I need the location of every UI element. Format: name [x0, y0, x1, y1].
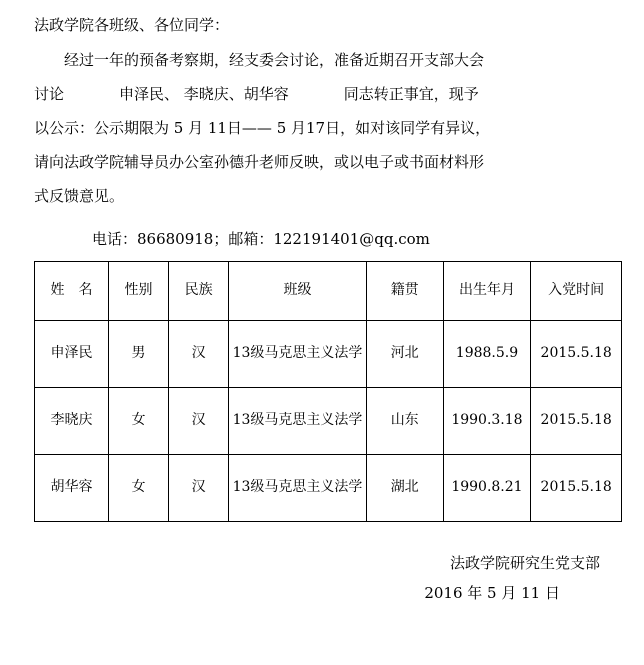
cell-name: 李晓庆 — [35, 387, 109, 454]
cell-class: 13级马克思主义法学 — [229, 387, 367, 454]
cell-join-date: 2015.5.18 — [531, 387, 622, 454]
column-header-join-date: 入党时间 — [531, 261, 622, 320]
cell-gender: 女 — [108, 387, 168, 454]
cell-birth: 1990.8.21 — [443, 454, 531, 521]
column-header-name: 姓 名 — [35, 261, 109, 320]
column-header-birth: 出生年月 — [443, 261, 531, 320]
cell-join-date: 2015.5.18 — [531, 320, 622, 387]
paragraph-line-1: 经过一年的预备考察期，经支委会讨论，准备近期召开支部大会 — [64, 50, 485, 69]
cell-origin: 湖北 — [366, 454, 443, 521]
column-header-origin: 籍贯 — [366, 261, 443, 320]
cell-class: 13级马克思主义法学 — [229, 454, 367, 521]
column-header-ethnicity: 民族 — [169, 261, 229, 320]
cell-join-date: 2015.5.18 — [531, 454, 622, 521]
cell-origin: 河北 — [366, 320, 443, 387]
cell-ethnicity: 汉 — [169, 320, 229, 387]
cell-ethnicity: 汉 — [169, 454, 229, 521]
column-header-class: 班级 — [229, 261, 367, 320]
table-row — [35, 454, 622, 521]
cell-birth: 1990.3.18 — [443, 387, 531, 454]
salutation: 法政学院各班级、各位同学： — [34, 16, 230, 34]
signature-block — [34, 548, 622, 608]
cell-ethnicity: 汉 — [169, 387, 229, 454]
table-header-row — [35, 261, 622, 320]
cell-name: 胡华容 — [35, 454, 109, 521]
paragraph-line-2-prefix: 讨论 — [34, 84, 65, 103]
candidate-names-inline: 申泽民、 李晓庆、胡华容 — [119, 84, 289, 103]
table-row — [35, 320, 622, 387]
paragraph-line-4: 请向法政学院辅导员办公室孙德升老师反映，或以电子或书面材料形 — [34, 152, 485, 171]
cell-origin: 山东 — [366, 387, 443, 454]
contact-info: 电话：86680918；邮箱：122191401@qq.com — [92, 229, 430, 248]
table-body — [35, 320, 622, 521]
table-row — [35, 387, 622, 454]
column-header-gender: 性别 — [108, 261, 168, 320]
signature-organization: 法政学院研究生党支部 — [449, 553, 600, 572]
paragraph-line-3: 以公示：公示期限为 5 月 11日—— 5 月17日，如对该同学有异议， — [34, 118, 491, 137]
cell-gender: 男 — [108, 320, 168, 387]
member-info-table — [34, 261, 622, 522]
signature-date: 2016 年 5 月 11 日 — [424, 583, 560, 602]
paragraph-line-2-suffix: 同志转正事宜，现予 — [343, 84, 479, 103]
cell-class: 13级马克思主义法学 — [229, 320, 367, 387]
cell-gender: 女 — [108, 454, 168, 521]
announcement-body — [34, 43, 622, 213]
paragraph-line-5: 式反馈意见。 — [34, 186, 125, 205]
cell-name: 申泽民 — [35, 320, 109, 387]
table-header — [35, 261, 622, 320]
cell-birth: 1988.5.9 — [443, 320, 531, 387]
